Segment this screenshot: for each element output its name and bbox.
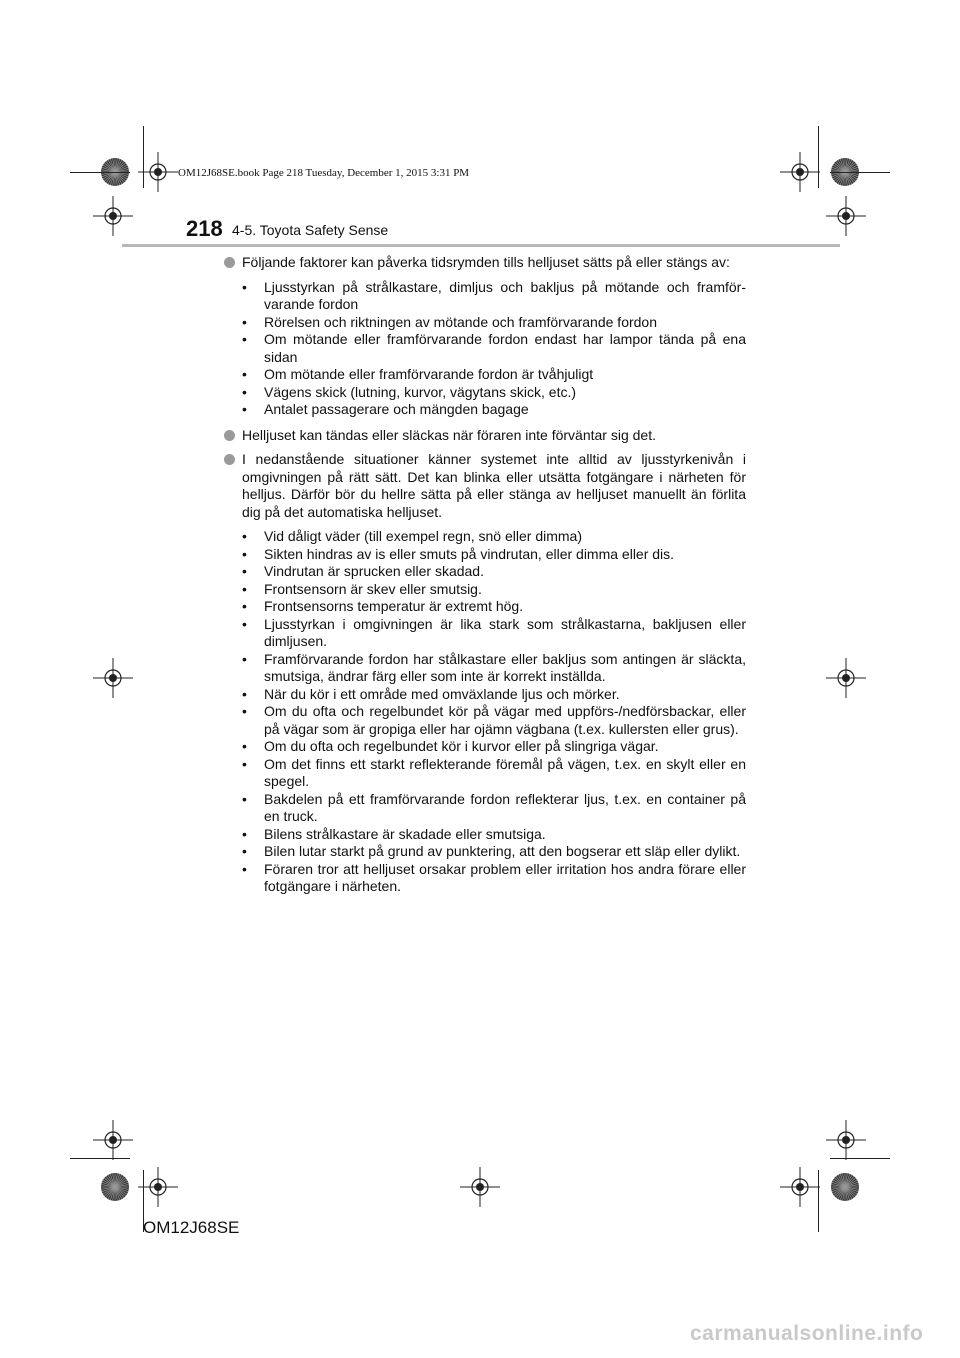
sunburst-registration-icon (100, 1172, 130, 1202)
paragraph (224, 451, 746, 521)
list-item-text: Bakdelen på ett framförvarande fordon reflekterar ljus, t.ex. en container på en truck. (264, 790, 746, 824)
crop-line (70, 172, 130, 173)
list-item-text: Framförvarande fordon har stålkastare eller bakljus som antingen är släckta, smutsiga, ändrar färg eller som inte är korrekt inställda. (264, 650, 746, 684)
list-item (242, 756, 746, 791)
list-item-text: Sikten hindras av is eller smuts på vindrutan, eller dimma eller dis. (264, 545, 675, 562)
list-item (242, 738, 746, 756)
bullet-icon: • (242, 790, 247, 807)
list-item-text: Om du ofta och regelbundet kör i kurvor eller på slingriga vägar. (264, 738, 659, 754)
registration-crosshair-icon (826, 1120, 866, 1160)
bullet-icon: • (242, 650, 247, 667)
list-item-text: Bilens strålkastare är skadade eller smutsiga. (264, 825, 546, 842)
page-content (224, 254, 746, 904)
header-rule (122, 244, 840, 247)
factor-list (224, 279, 746, 419)
list-item-text: Ljusstyrkan i omgivningen är lika stark som strålkastarna, bakljusen eller dimljusen. (264, 615, 746, 649)
list-item (242, 546, 746, 564)
list-item-text: Vägens skick (lutning, kurvor, vägytans skick, etc.) (264, 383, 577, 400)
file-header: OM12J68SE.book Page 218 Tuesday, December 1, 2015 3:31 PM (178, 167, 470, 179)
bullet-icon: • (242, 843, 247, 859)
sunburst-registration-icon (830, 1172, 860, 1202)
list-item (242, 401, 746, 419)
list-item (242, 703, 746, 738)
section-title: 4-5. Toyota Safety Sense (232, 222, 389, 238)
bullet-icon: • (242, 528, 247, 544)
list-item (242, 279, 746, 314)
list-item-text: Rörelsen och riktningen av mötande och framförvarande fordon (264, 313, 657, 330)
bullet-dot-icon (224, 454, 235, 465)
list-item (242, 826, 746, 844)
crop-line (818, 126, 819, 188)
bullet-icon: • (242, 545, 247, 562)
bullet-icon: • (242, 685, 247, 702)
bullet-icon: • (242, 825, 247, 842)
bullet-icon: • (242, 278, 247, 295)
list-item-text: Vindrutan är sprucken eller skadad. (264, 563, 484, 579)
crop-line (830, 172, 890, 173)
list-item-text: Frontsensorns temperatur är extremt hög. (264, 598, 524, 614)
registration-crosshair-icon (93, 1120, 133, 1160)
bullet-icon: • (242, 703, 247, 719)
list-item (242, 686, 746, 704)
list-item (242, 581, 746, 599)
registration-crosshair-icon (460, 1167, 500, 1207)
list-item (242, 598, 746, 616)
registration-crosshair-icon (93, 658, 133, 698)
watermark: carmanualsonline.info (690, 1322, 924, 1345)
list-item (242, 384, 746, 402)
paragraph-text: Följande faktorer kan påverka tidsrymden tills helljuset sätts på eller stängs av: (242, 254, 730, 270)
registration-crosshair-icon (780, 1167, 820, 1207)
crop-line (143, 126, 144, 188)
paragraph-text: Helljuset kan tändas eller släckas när föraren inte förväntar sig det. (242, 426, 656, 443)
list-item-text: Om mötande eller framförvarande fordon är tvåhjuligt (264, 366, 594, 382)
paragraph (224, 427, 746, 445)
registration-crosshair-icon (826, 196, 866, 236)
list-item (242, 651, 746, 686)
list-item (242, 314, 746, 332)
paragraph-text: I nedanstående situationer känner systemet inte alltid av ljusstyrkenivån i omgivningen på rätt sätt. Det kan blinka eller utsätta fotgängare i närheten för helljus. Därför bör du hellre sätta på eller stänga av helljuset manuellt än förlita dig på det automatiska helljuset. (242, 451, 746, 520)
list-item-text: Bilen lutar starkt på grund av punktering, att den bogserar ett släp eller dylikt. (264, 843, 741, 859)
list-item (242, 366, 746, 384)
list-item (242, 616, 746, 651)
bullet-icon: • (242, 755, 247, 772)
bullet-icon: • (242, 615, 247, 632)
registration-crosshair-icon (780, 152, 820, 192)
registration-crosshair-icon (93, 196, 133, 236)
bullet-icon: • (242, 331, 247, 347)
bullet-icon: • (242, 383, 247, 400)
list-item (242, 331, 746, 366)
list-item-text: När du kör i ett område med omväxlande ljus och mörker. (264, 685, 620, 702)
bullet-dot-icon (224, 257, 235, 268)
bullet-icon: • (242, 860, 247, 877)
list-item (242, 528, 746, 546)
page-number: 218 (186, 216, 223, 241)
list-item-text: Ljusstyrkan på strålkastare, dimljus och bakljus på mötande och framför-varande fordon (264, 278, 746, 312)
list-item (242, 791, 746, 826)
bullet-dot-icon (224, 430, 235, 441)
list-item-text: Antalet passagerare och mängden bagage (264, 401, 529, 417)
bullet-icon: • (242, 313, 247, 330)
bullet-icon: • (242, 563, 247, 579)
list-item (242, 861, 746, 896)
crop-line (70, 1158, 130, 1159)
footer-code: OM12J68SE (143, 1218, 240, 1237)
list-item-text: Vid dåligt väder (till exempel regn, snö eller dimma) (264, 528, 582, 544)
list-item-text: Om du ofta och regelbundet kör på vägar med uppförs-/nedförsbackar, eller på vägar som är gropiga eller har ojämn vägbana (t.ex. kullersten eller grus). (264, 703, 746, 737)
list-item-text: Om mötande eller framförvarande fordon endast har lampor tända på ena sidan (264, 331, 746, 365)
paragraph (224, 254, 746, 272)
crop-line (830, 1158, 890, 1159)
registration-crosshair-icon (138, 1167, 178, 1207)
registration-crosshair-icon (138, 152, 178, 192)
list-item (242, 563, 746, 581)
bullet-icon: • (242, 580, 247, 597)
bullet-icon: • (242, 401, 247, 417)
list-item-text: Föraren tror att helljuset orsakar problem eller irritation hos andra förare eller fotgängare i närheten. (264, 860, 746, 894)
list-item-text: Frontsensorn är skev eller smutsig. (264, 580, 482, 597)
bullet-icon: • (242, 598, 247, 614)
situation-list (224, 528, 746, 896)
list-item-text: Om det finns ett starkt reflekterande föremål på vägen, t.ex. en skylt eller en spegel. (264, 755, 746, 789)
list-item (242, 843, 746, 861)
crop-line (818, 1170, 819, 1232)
bullet-icon: • (242, 366, 247, 382)
registration-crosshair-icon (826, 658, 866, 698)
bullet-icon: • (242, 738, 247, 754)
